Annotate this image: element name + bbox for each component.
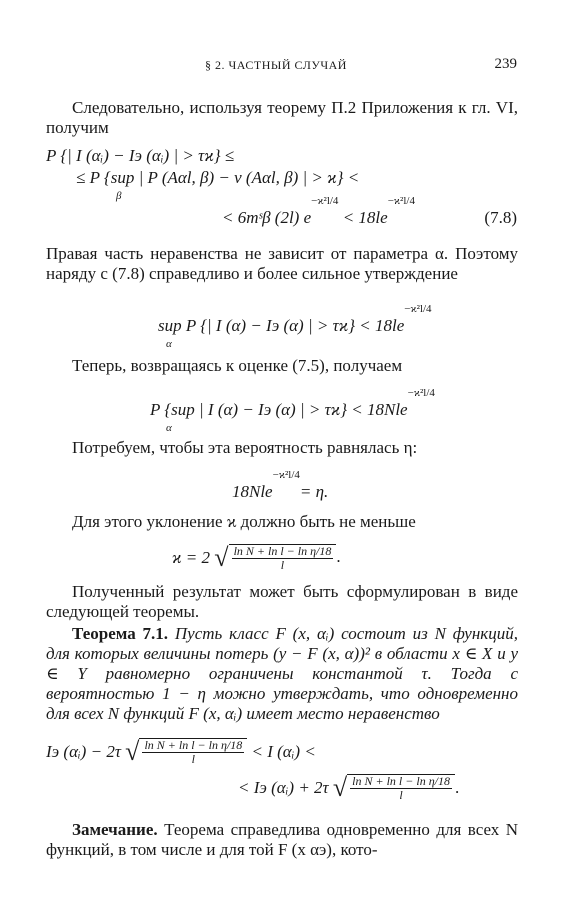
sqrt-sign: √ <box>125 737 140 766</box>
paragraph-2: Правая часть неравенства не зависит от параметра α. Поэтому наряду с (7.8) справедливо и более сильное утверждение <box>46 244 518 283</box>
paragraph-4: Потребуем, чтобы эта вероятность равнялась η: <box>72 438 418 457</box>
eq1-line1: P {| I (αᵢ) − Iэ (αᵢ) | > τϰ} ≤ <box>46 146 235 165</box>
paragraph-5: Для этого уклонение ϰ должно быть не меньше <box>72 512 416 531</box>
sqrt-sign: √ <box>332 773 348 802</box>
paragraph-6: Полученный результат может быть сформулирован в виде следующей теоремы. <box>46 582 518 621</box>
page-number: 239 <box>494 56 517 72</box>
eq1-line2-sub: β <box>116 190 122 202</box>
paragraph-3: Теперь, возвращаясь к оценке (7.5), получаем <box>72 356 403 375</box>
remark <box>46 820 518 860</box>
eq3-sub: α <box>166 422 172 434</box>
section-title: § 2. ЧАСТНЫЙ СЛУЧАЙ <box>205 58 347 72</box>
eq2-sub: α <box>166 338 172 350</box>
running-header <box>0 58 579 78</box>
eq6-line2: < Iэ (αᵢ) + 2τ √ $\frac{\text{ln N + ln l − ln η/18}}{l}$ . <box>238 773 460 802</box>
theorem-7-1 <box>46 624 518 724</box>
eq4: 18Nle−ϰ²l/4= η. <box>232 469 329 501</box>
theorem-body: Пусть класс F (x, αᵢ) состоит из N функций, для которых величины потерь (y − F (x, α))² в области x ∈ X и y ∈ Y равномерно ограничены константой τ. Тогда с вероятностью 1 − η можно утверждать, что одновременно для всех N функций F (x, αᵢ) имеет место неравенство <box>46 624 518 723</box>
theorem-title: Теорема 7.1. <box>72 624 169 643</box>
remark-body: Теорема справедлива одновременно для всех N функций, в том числе и для той F (x αэ), кото- <box>46 820 519 859</box>
eq6-line1: Iэ (αᵢ) − 2τ √ $\frac{\text{ln N + ln l − ln η/18}}{l}$ < I (αᵢ) < <box>46 737 316 766</box>
eq3: P {sup | I (α) − Iэ (α) | > τϰ} < 18Nle−ϰ²l/4 <box>150 387 435 419</box>
equation-number-7-8: (7.8) <box>484 208 517 227</box>
paragraph-1: Следовательно, используя теорему П.2 Приложения к гл. VI, получим <box>46 98 518 137</box>
sqrt-sign: √ <box>214 543 229 572</box>
eq1-line3: < 6mˢβ (2l) e−ϰ²l/4 < 18le−ϰ²l/4 <box>222 195 415 227</box>
eq2: sup P {| I (α) − Iэ (α) | > τϰ} < 18le−ϰ²l/4 <box>158 303 432 335</box>
eq5: ϰ = 2 √ $\frac{\text{ln N + ln l − ln η/18}}{l}$ . <box>172 543 341 572</box>
eq1-line2: ≤ P {sup | P (Aαl, β) − ν (Aαl, β) | > ϰ} < <box>76 168 360 187</box>
remark-title: Замечание. <box>72 820 158 839</box>
